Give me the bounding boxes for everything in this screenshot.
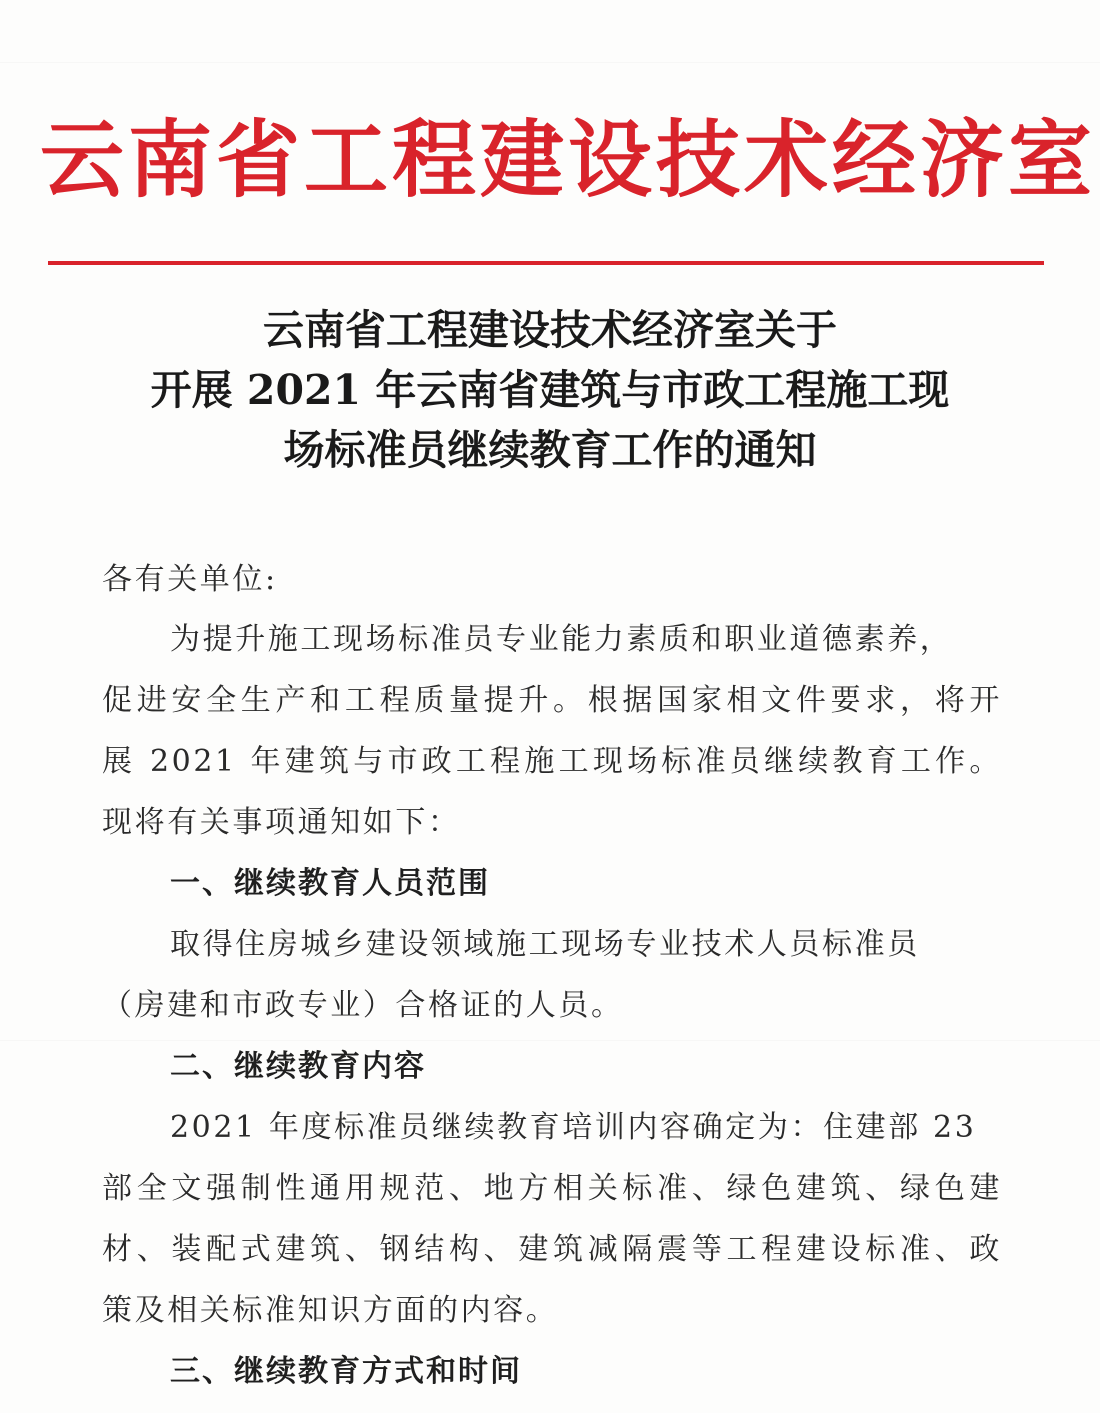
- document-title-line-1: 云南省工程建设技术经济室关于: [263, 306, 837, 354]
- section-2-heading: 二、继续教育内容: [170, 1049, 426, 1084]
- section-1-line-2: （房建和市政专业）合格证的人员。: [102, 988, 624, 1023]
- document-title-line-2: 开展 2021 年云南省建筑与市政工程施工现: [150, 366, 950, 414]
- section-2-line-2: 部全文强制性通用规范、地方相关标准、绿色建筑、绿色建: [102, 1171, 1002, 1206]
- section-1-line-1: 取得住房城乡建设领域施工现场专业技术人员标准员: [170, 927, 920, 962]
- letterhead-red-rule: [48, 261, 1044, 265]
- section-3-heading: 三、继续教育方式和时间: [170, 1354, 522, 1389]
- letterhead-title: 云南省工程建设技术经济室: [40, 111, 1097, 209]
- intro-line-1: 为提升施工现场标准员专业能力素质和职业道德素养，: [170, 622, 953, 657]
- salutation: 各有关单位:: [102, 562, 278, 597]
- section-1-heading: 一、继续教育人员范围: [170, 866, 490, 901]
- intro-line-2: 促进安全生产和工程质量提升。根据国家相文件要求，将开: [102, 683, 1002, 718]
- document-title-line-3: 场标准员继续教育工作的通知: [283, 426, 817, 474]
- scan-artifact: [0, 1040, 1100, 1041]
- intro-line-4: 现将有关事项通知如下：: [102, 805, 461, 840]
- section-2-line-1: 2021 年度标准员继续教育培训内容确定为：住建部 23: [170, 1110, 977, 1145]
- intro-line-3: 展 2021 年建筑与市政工程施工现场标准员继续教育工作。: [102, 744, 1002, 779]
- scan-artifact: [0, 62, 1100, 63]
- section-2-line-3: 材、装配式建筑、钢结构、建筑减隔震等工程建设标准、政: [102, 1232, 1002, 1267]
- section-2-line-4: 策及相关标准知识方面的内容。: [102, 1293, 559, 1328]
